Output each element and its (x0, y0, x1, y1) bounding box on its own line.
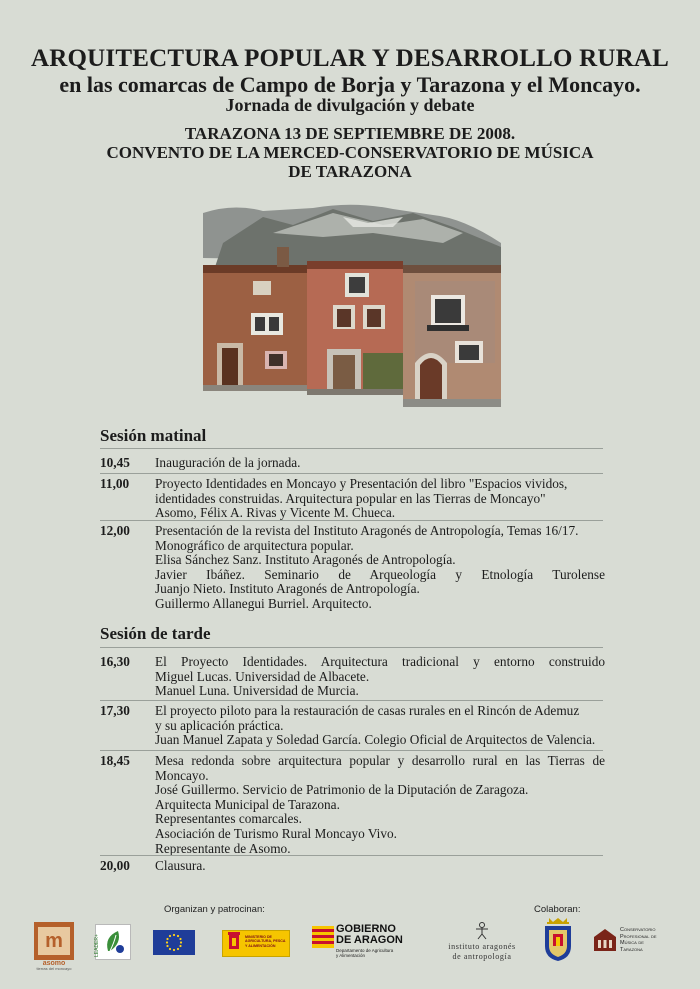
conservatorio-line-1: Conservatorio (620, 927, 656, 933)
entry-line: El Proyecto Identidades. Arquitectura tradicional y entorno construido (155, 654, 605, 669)
entry-time: 12,00 (100, 523, 130, 538)
asomo-name: asomo (42, 960, 66, 967)
schedule-entry (100, 524, 605, 612)
entry-line: Javier Ibáñez. Seminario de Arqueología y Etnología Turolense (155, 566, 605, 582)
entry-time: 20,00 (100, 858, 130, 873)
event-title: ARQUITECTURA POPULAR Y DESARROLLO RURAL (31, 45, 669, 72)
entry-divider (100, 750, 603, 751)
schedule-entry (100, 754, 605, 856)
entry-line: Elisa Sánchez Sanz. Instituto Aragonés de Antropología. (155, 552, 456, 568)
conservatorio-logo (594, 927, 664, 957)
entry-line: Guillermo Allanegui Burriel. Arquitecto. (155, 595, 372, 611)
afternoon-divider (100, 647, 603, 648)
entry-line: Moncayo. (155, 767, 209, 783)
entry-line: Miguel Lucas. Universidad de Albacete. (155, 668, 370, 684)
leaf-icon (96, 925, 130, 959)
entry-line: Inauguración de la jornada. (155, 455, 301, 470)
conservatorio-building-icon (594, 929, 616, 951)
eu-stars-icon (153, 930, 195, 955)
entry-time: 11,00 (100, 476, 130, 491)
entry-line: Juan Manuel Zapata y Soledad García. Colegio Oficial de Arquitectos de Valencia. (155, 732, 596, 748)
entry-line: Asomo, Félix A. Rivas y Vicente M. Chueca. (155, 505, 396, 521)
village-houses-photo (203, 203, 501, 407)
entry-line: y su aplicación práctica. (155, 717, 284, 733)
entry-line: Mesa redonda sobre arquitectura popular y desarrollo rural en las Tierras de (155, 753, 605, 768)
event-type: Jornada de divulgación y debate (225, 95, 475, 115)
entry-line: identidades construidas. Arquitectura popular en las Tierras de Moncayo" (155, 490, 546, 506)
entry-divider (100, 700, 603, 701)
venue-line-1: CONVENTO DE LA MERCED-CONSERVATORIO DE MÚSICA (106, 143, 594, 162)
entry-divider (100, 520, 603, 521)
schedule-entry (100, 655, 605, 699)
aragon-flag-icon (312, 926, 334, 948)
asomo-tagline: tierras del moncayo (36, 966, 72, 971)
tarazona-coat-of-arms-logo (541, 918, 575, 962)
date-line: TARAZONA 13 DE SEPTIEMBRE DE 2008. (184, 124, 516, 143)
coat-of-arms-icon (541, 918, 575, 962)
entry-line: Manuel Luna. Universidad de Murcia. (155, 683, 359, 699)
entry-line: Representantes comarcales. (155, 811, 302, 827)
organize-label: Organizan y patrocinan: (164, 904, 265, 915)
human-figure-icon (475, 922, 489, 940)
date-venue-block (0, 124, 700, 181)
eu-flag-logo (153, 930, 195, 955)
venue-line-2: DE TARAZONA (288, 162, 412, 181)
entry-time: 16,30 (100, 654, 130, 669)
iaa-line-2: de antropología (452, 952, 512, 961)
entry-divider (100, 473, 603, 474)
entry-line: Arquitecta Municipal de Tarazona. (155, 796, 340, 812)
gobierno-dept-line-2: y Alimentación (336, 953, 366, 958)
morning-divider (100, 448, 603, 449)
conservatorio-line-3: Música de (620, 940, 644, 946)
conservatorio-line-4: Tarazona (620, 946, 643, 953)
asomo-logo: m asomo tierras del moncayo (34, 922, 74, 968)
entry-line: Presentación de la revista del Instituto Aragonés de Antropología, Temas 16/17. (155, 523, 579, 538)
event-subtitle: en las comarcas de Campo de Borja y Tarazona y el Moncayo. (59, 72, 641, 97)
ministry-logo (222, 930, 290, 957)
entry-line: Proyecto Identidades en Moncayo y Presentación del libro "Espacios vividos, (155, 476, 568, 491)
gobierno-line-2: DE ARAGON (336, 934, 403, 946)
entry-time: 17,30 (100, 703, 130, 718)
iaa-logo (440, 922, 524, 966)
spain-coat-of-arms-icon (226, 932, 242, 954)
schedule-entry (100, 477, 605, 521)
collaborate-label: Colaboran: (534, 904, 581, 915)
conservatorio-text (620, 927, 657, 953)
entry-divider (100, 855, 603, 856)
entry-line: Asociación de Turismo Rural Moncayo Vivo. (155, 825, 397, 841)
entry-line: José Guillermo. Servicio de Patrimonio de la Diputación de Zaragoza. (155, 782, 529, 798)
leader-text: LEADER+ (94, 934, 100, 957)
entry-line: Clausura. (155, 858, 206, 873)
leader-logo (95, 924, 131, 960)
entry-line: Representante de Asomo. (155, 840, 291, 856)
morning-session-heading: Sesión matinal (100, 426, 207, 445)
conservatorio-line-2: Profesional de (620, 933, 657, 940)
ministry-text: MINISTERIO DE AGRICULTURA, PESCA Y ALIMENTACIÓN (245, 935, 286, 948)
schedule-entry (100, 859, 605, 874)
iaa-line-1: instituto aragonés (448, 942, 516, 951)
entry-line: El proyecto piloto para la restauración de casas rurales en el Rincón de Ademuz (155, 703, 580, 718)
entry-line: Monográfico de arquitectura popular. (155, 537, 354, 553)
entry-time: 10,45 (100, 455, 130, 470)
entry-time: 18,45 (100, 753, 130, 768)
gobierno-aragon-logo (312, 924, 404, 964)
schedule-entry (100, 704, 605, 748)
gobierno-dept-line-1: Departamento de Agricultura (336, 948, 394, 953)
schedule-entry (100, 456, 605, 471)
gobierno-line-1: GOBIERNO (336, 923, 396, 935)
afternoon-session-heading: Sesión de tarde (100, 624, 211, 643)
entry-line: Juanjo Nieto. Instituto Aragonés de Antropología. (155, 581, 420, 597)
